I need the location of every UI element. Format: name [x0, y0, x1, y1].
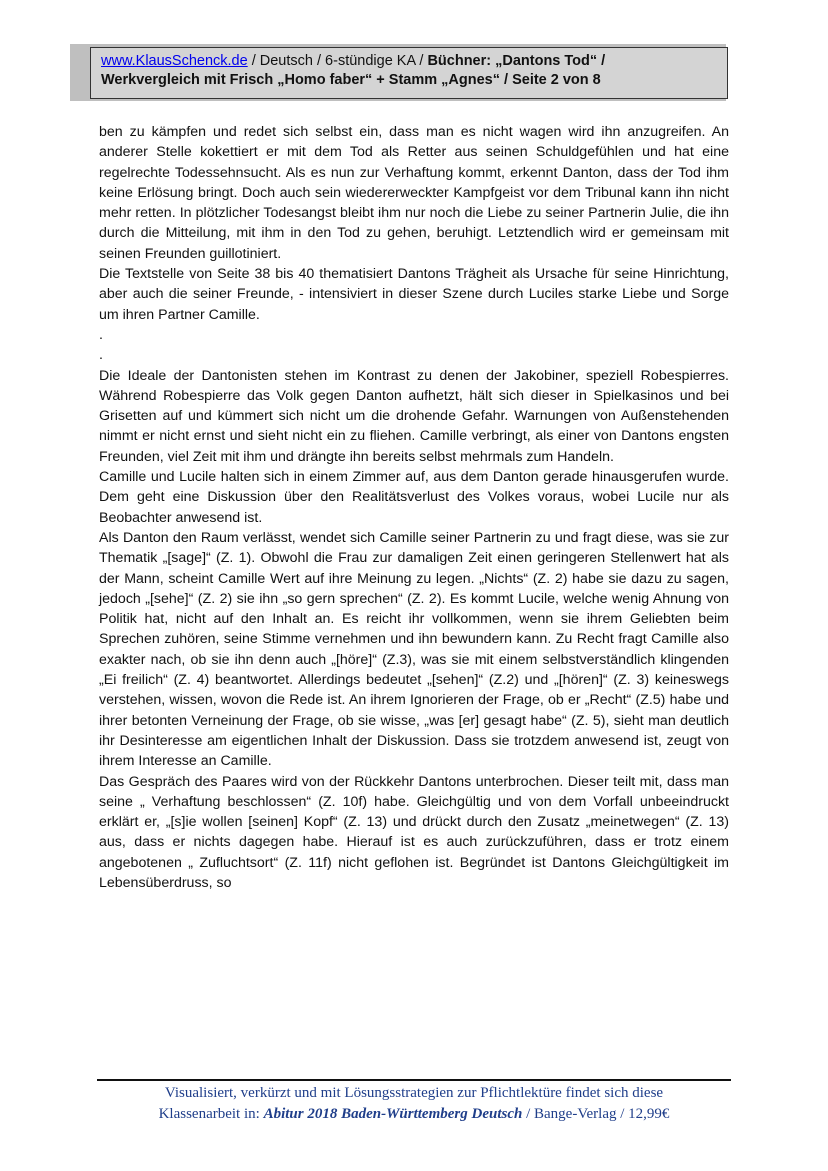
footer-book-title: Abitur 2018 Baden-Württemberg Deutsch — [263, 1106, 523, 1122]
site-link[interactable]: www.KlausSchenck.de — [101, 53, 248, 69]
ellipsis-dot-2: . — [99, 347, 103, 364]
paragraph-4: Camille und Lucile halten sich in einem Zimmer auf, aus dem Danton gerade hinausgerufen wurde. Dem geht eine Diskussion über den Realitätsverlust des Volkes voraus, wobei Lucile nur als Beobachter anwesend ist. — [99, 469, 729, 526]
page-footer — [97, 1083, 731, 1125]
footer-line-2 — [97, 1104, 731, 1125]
footer-publisher: / Bange-Verlag / 12,99€ — [522, 1106, 670, 1122]
page-header — [90, 47, 728, 99]
paragraph-3: Die Ideale der Dantonisten stehen im Kontrast zu denen der Jakobiner, speziell Robespierres. Während Robespierre das Volk gegen Danton aufhetzt, hält sich dieser in Spielkasinos und bei Grisetten auf und kümmert sich nicht um die drohende Gefahr. Warnungen von Außenstehenden nimmt er nicht ernst und sieht nicht ein zu fliehen. Camille verbringt, als einer von Dantons engsten Freunden, viel Zeit mit ihm und drängte ihn bereits selbst mehrmals zum Handeln. — [99, 367, 729, 465]
ellipsis-dot-1: . — [99, 326, 103, 343]
paragraph-2: Die Textstelle von Seite 38 bis 40 thematisiert Dantons Trägheit als Ursache für seine Hinrichtung, aber auch die seiner Freunde, - intensiviert in dieser Szene durch Luciles starke Liebe und Sorge um ihren Partner Camille. — [99, 266, 729, 323]
footer-divider — [97, 1079, 731, 1081]
footer-prefix: Klassenarbeit in: — [158, 1106, 264, 1122]
header-subject: / Deutsch / 6-stündige KA / — [247, 53, 428, 69]
header-line-2 — [101, 71, 717, 90]
header-subtitle: Werkvergleich mit Frisch „Homo faber“ + Stamm „Agnes“ / — [101, 72, 509, 88]
page-number: Seite 2 von 8 — [508, 72, 601, 88]
document-body — [99, 122, 729, 893]
paragraph-1: ben zu kämpfen und redet sich selbst ein, dass man es nicht wagen wird ihn anzugreifen. An anderer Stelle kokettiert er mit dem Tod als Retter aus seinen Schuldgefühlen und hat eine regelrechte Todessehnsucht. Als es nun zur Verhaftung kommt, erkennt Danton, dass der Tod ihm keine Erlösung bringt. Doch auch sein wiedererweckter Kampfgeist vor dem Tribunal kann ihn nicht mehr retten. In plötzlicher Todesangst bleibt ihm nur noch die Liebe zu seiner Partnerin Julie, die ihn durch die Mitteilung, mit ihm in den Tod zu gehen, beruhigt. Letztendlich wird er gemeinsam mit seinen Freunden guillotiniert. — [99, 124, 729, 262]
header-line-1 — [101, 52, 717, 71]
header-title: Büchner: „Dantons Tod“ / — [427, 53, 606, 69]
footer-line-1: Visualisiert, verkürzt und mit Lösungsstrategien zur Pflichtlektüre findet sich diese — [164, 1085, 664, 1101]
paragraph-5: Als Danton den Raum verlässt, wendet sich Camille seiner Partnerin zu und fragt diese, was sie zur Thematik „[sage]“ (Z. 1). Obwohl die Frau zur damaligen Zeit einen geringeren Stellenwert hat als der Mann, scheint Camille Wert auf ihre Meinung zu legen. „Nichts“ (Z. 2) habe sie dazu zu sagen, jedoch „[sehe]“ (Z. 2) sie ihn „so gern sprechen“ (Z. 2). Es kommt Lucile, welche wenig Ahnung von Politik hat, nicht auf den Inhalt an. Es reicht ihr vollkommen, wenn sie ihrem Geliebten beim Sprechen zuhören, seine Stimme vernehmen und ihn bewundern kann. Zu Recht fragt Camille also exakter nach, ob sie ihn denn auch „[höre]“ (Z.3), was sie mit einem selbstverständlich klingenden „Ei freilich“ (Z. 4) beantwortet. Allerdings bedeutet „[sehen]“ (Z.2) und „[hören]“ (Z. 3) keineswegs verstehen, wissen, wovon die Rede ist. An ihrem Ignorieren der Frage, ob er „Recht“ (Z.5) habe und ihrer betonten Verneinung der Frage, ob sie wisse, „was [er] gesagt habe“ (Z. 5), sieht man deutlich ihr Desinteresse am eigentlichen Inhalt der Diskussion. Dass sie trotzdem anwesend ist, zeugt von ihrem Interesse an Camille. — [99, 529, 729, 770]
paragraph-6: Das Gespräch des Paares wird von der Rückkehr Dantons unterbrochen. Dieser teilt mit, dass man seine „ Verhaftung beschlossen“ (Z. 10f) habe. Gleichgültig und von dem Vorfall unbeeindruckt erklärt er, „[s]ie wollen [seinen] Kopf“ (Z. 13) und drückt durch den Zusatz „meinetwegen“ (Z. 13) aus, dass er nichts dagegen habe. Hierauf ist es auch zurückzuführen, dass er trotz einem angebotenen „ Zufluchtsort“ (Z. 11f) nicht geflohen ist. Begründet ist Dantons Gleichgültigkeit im Lebensüberdruss, so — [99, 773, 729, 891]
